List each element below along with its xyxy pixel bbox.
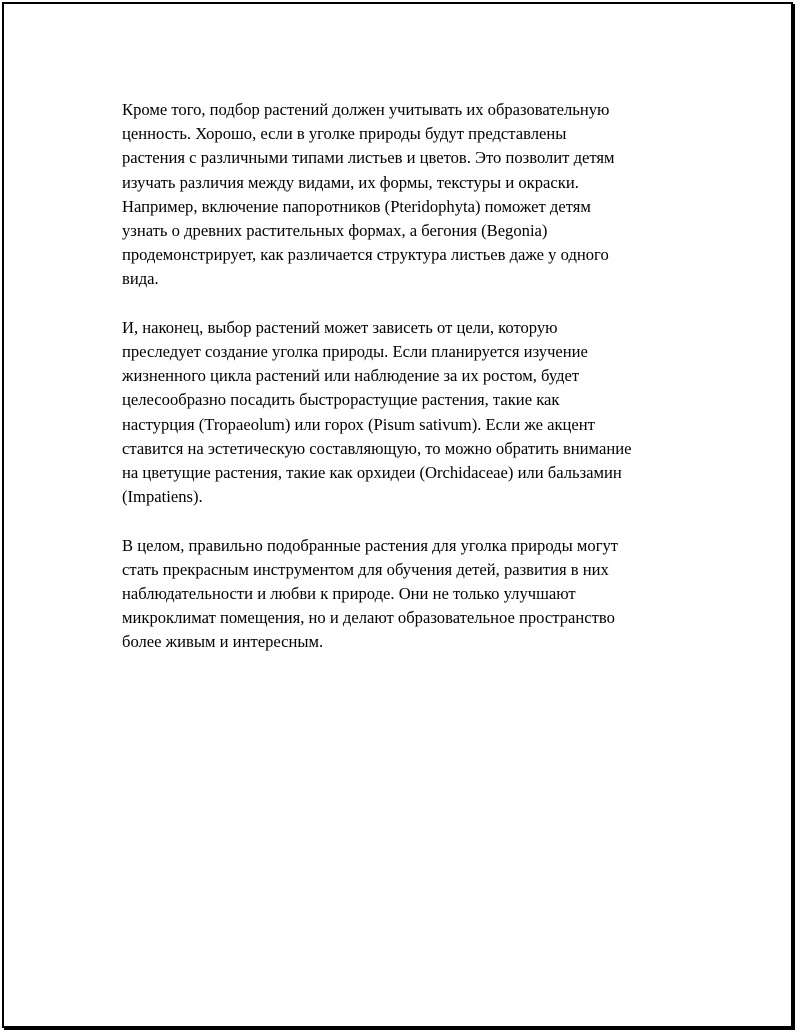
paragraph-conclusion: В целом, правильно подобранные растения для уголка природы могут стать прекрасным инструментом для обучения детей, развития в них наблюдательности и любви к природе. Они не только улучшают микроклимат помещения, но и делают образовательное пространство более живым и интересным. — [122, 535, 619, 652]
body-text — [122, 98, 702, 679]
page-frame — [2, 2, 793, 1028]
paragraph-educational-value: Кроме того, подбор растений должен учитывать их образовательную ценность. Хорошо, если в уголке природы будут представлены растения с различными типами листьев и цветов. Это позволит детям изучать различия между видами, их формы, текстуры и окраски. Например, включение папоротников (Pteridophyta) поможет детям узнать о древних растительных формах, а бегония (Begonia) продемонстрирует, как различается структура листьев даже у одного вида. — [122, 100, 615, 289]
paragraph-purpose: И, наконец, выбор растений может зависеть от цели, которую преследует создание уголка природы. Если планируется изучение жизненного цикла растений или наблюдение за их ростом, будет целесообразно посадить быстрорастущие растения, такие как настурция (Tropaeolum) или горох (Pisum sativum). Если же акцент ставится на эстетическую составляющую, то можно обратить внимание на цветущие растения, такие как орхидеи (Orchidaceae) или бальзамин (Impatiens). — [122, 317, 632, 507]
